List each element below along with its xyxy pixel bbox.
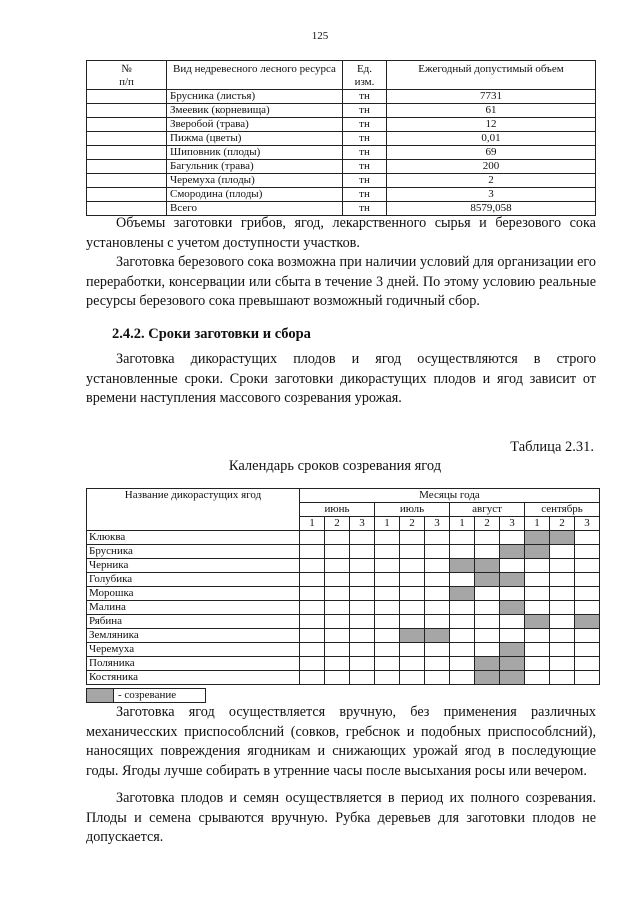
calendar-cell (425, 573, 450, 587)
calendar-cell (300, 573, 325, 587)
calendar-cell (425, 587, 450, 601)
decade-header: 2 (400, 517, 425, 531)
calendar-cell (300, 643, 325, 657)
decade-header: 2 (475, 517, 500, 531)
berry-name: Черемуха (87, 643, 300, 657)
ripening-cell (425, 629, 450, 643)
calendar-cell (425, 643, 450, 657)
berry-name: Поляника (87, 657, 300, 671)
ripening-cell (500, 671, 525, 685)
ripening-cell (450, 587, 475, 601)
page-number: 125 (311, 30, 329, 42)
calendar-cell (525, 643, 550, 657)
resource-number-cell (87, 188, 167, 202)
resource-number-cell (87, 160, 167, 174)
resource-volume-cell: 200 (387, 160, 596, 174)
calendar-cell (475, 601, 500, 615)
calendar-cell (375, 573, 400, 587)
resource-unit-cell: тн (343, 118, 387, 132)
calendar-cell (325, 573, 350, 587)
calendar-cell (525, 587, 550, 601)
resource-name-cell: Пижма (цветы) (167, 132, 343, 146)
calendar-cell (325, 559, 350, 573)
calendar-cell (325, 601, 350, 615)
decade-header: 3 (425, 517, 450, 531)
paragraph-birch-sap: Заготовка березового сока возможна при наличии условий для организации его переработки, консервации или сбыта в течение 3 дней. По этому условию реальные ресурсы березового сока превышают возможный годичный сбор. (86, 254, 596, 309)
col-header-volume: Ежегодный допустимый объем (387, 61, 596, 90)
decade-header: 1 (375, 517, 400, 531)
resource-unit-cell: тн (343, 146, 387, 160)
berry-name: Черника (87, 559, 300, 573)
berry-row (87, 559, 600, 573)
berry-name: Клюква (87, 531, 300, 545)
ripening-cell (400, 629, 425, 643)
calendar-cell (400, 531, 425, 545)
calendar-cell (550, 559, 575, 573)
resource-number-cell (87, 174, 167, 188)
decade-header: 2 (325, 517, 350, 531)
berry-name: Костяника (87, 671, 300, 685)
legend-ripening-swatch (87, 689, 114, 702)
calendar-cell (300, 545, 325, 559)
calendar-cell (325, 629, 350, 643)
calendar-cell (300, 657, 325, 671)
ripening-cell (500, 643, 525, 657)
calendar-cell (500, 559, 525, 573)
resource-row (87, 174, 596, 188)
resource-name-cell: Зверобой (трава) (167, 118, 343, 132)
calendar-cell (550, 629, 575, 643)
calendar-cell (400, 601, 425, 615)
paragraph-fruit-harvesting: Заготовка плодов и семян осуществляется в период их полного созревания. Плоды и семена срываются вручную. Рубка деревьев для заготовки плодов не допускается. (86, 790, 596, 845)
calendar-cell (475, 587, 500, 601)
berry-name: Рябина (87, 615, 300, 629)
calendar-cell (350, 629, 375, 643)
calendar-cell (375, 587, 400, 601)
resource-number-cell (87, 146, 167, 160)
legend-label: - созревание (118, 689, 177, 701)
resource-row (87, 146, 596, 160)
resource-name-cell: Багульник (трава) (167, 160, 343, 174)
decade-header: 2 (550, 517, 575, 531)
calendar-cell (575, 573, 600, 587)
decade-header: 1 (300, 517, 325, 531)
resource-volume-cell: 7731 (387, 90, 596, 104)
resource-name-cell: Смородина (плоды) (167, 188, 343, 202)
calendar-cell (500, 587, 525, 601)
calendar-cell (400, 587, 425, 601)
calendar-cell (350, 545, 375, 559)
calendar-months-header: Месяцы года (300, 489, 600, 503)
berry-row (87, 531, 600, 545)
calendar-cell (325, 671, 350, 685)
ripening-cell (525, 531, 550, 545)
calendar-cell (300, 601, 325, 615)
calendar-name-header: Название дикорастущих ягод (87, 489, 300, 531)
resource-name-cell: Змеевик (корневища) (167, 104, 343, 118)
month-header: июнь (300, 503, 375, 517)
calendar-cell (325, 643, 350, 657)
calendar-cell (400, 643, 425, 657)
calendar-cell (325, 657, 350, 671)
berry-name: Малина (87, 601, 300, 615)
ripening-cell (525, 545, 550, 559)
berry-row (87, 573, 600, 587)
paragraph-collection-volumes: Объемы заготовки грибов, ягод, лекарственного сырья и березового сока установлены с учетом доступности участков. (86, 215, 596, 251)
calendar-cell (475, 643, 500, 657)
calendar-cell (300, 559, 325, 573)
calendar-cell (525, 657, 550, 671)
calendar-cell (375, 671, 400, 685)
resource-volume-cell: 2 (387, 174, 596, 188)
calendar-cell (400, 559, 425, 573)
berry-name: Морошка (87, 587, 300, 601)
calendar-cell (375, 601, 400, 615)
calendar-cell (450, 643, 475, 657)
calendar-cell (525, 559, 550, 573)
calendar-cell (300, 531, 325, 545)
month-header: сентябрь (525, 503, 600, 517)
calendar-cell (300, 671, 325, 685)
calendar-cell (300, 587, 325, 601)
month-header: июль (375, 503, 450, 517)
resource-row (87, 90, 596, 104)
calendar-cell (350, 559, 375, 573)
decade-header: 3 (575, 517, 600, 531)
resource-volume-cell: 12 (387, 118, 596, 132)
calendar-cell (550, 615, 575, 629)
calendar-cell (425, 615, 450, 629)
berry-row (87, 601, 600, 615)
decade-header: 3 (500, 517, 525, 531)
resource-row (87, 118, 596, 132)
calendar-cell (350, 615, 375, 629)
berry-row (87, 643, 600, 657)
ripening-cell (475, 671, 500, 685)
ripening-cell (475, 657, 500, 671)
calendar-cell (500, 615, 525, 629)
calendar-cell (575, 531, 600, 545)
calendar-cell (450, 671, 475, 685)
col-header-unit: Ед. изм. (343, 61, 387, 90)
calendar-cell (475, 629, 500, 643)
resource-name-cell: Брусника (листья) (167, 90, 343, 104)
calendar-cell (575, 657, 600, 671)
berry-name: Земляника (87, 629, 300, 643)
resource-name-cell: Шиповник (плоды) (167, 146, 343, 160)
berry-name: Брусника (87, 545, 300, 559)
calendar-cell (425, 545, 450, 559)
calendar-cell (425, 671, 450, 685)
calendar-cell (350, 657, 375, 671)
calendar-cell (450, 629, 475, 643)
resource-unit-cell: тн (343, 202, 387, 216)
calendar-cell (525, 573, 550, 587)
resource-number-cell (87, 132, 167, 146)
ripening-cell (525, 615, 550, 629)
resource-unit-cell: тн (343, 132, 387, 146)
table-caption: Календарь сроков созревания ягод (228, 458, 442, 474)
resource-row (87, 160, 596, 174)
calendar-cell (525, 629, 550, 643)
calendar-cell (300, 629, 325, 643)
calendar-cell (400, 573, 425, 587)
calendar-cell (550, 573, 575, 587)
calendar-cell (350, 573, 375, 587)
resource-unit-cell: тн (343, 174, 387, 188)
calendar-cell (575, 587, 600, 601)
calendar-cell (575, 601, 600, 615)
resource-volume-cell: 3 (387, 188, 596, 202)
calendar-cell (350, 671, 375, 685)
decade-header: 1 (450, 517, 475, 531)
resource-volume-cell: 0,01 (387, 132, 596, 146)
ripening-cell (475, 573, 500, 587)
calendar-cell (550, 643, 575, 657)
col-header-resource: Вид недревесного лесного ресурса (167, 61, 343, 90)
calendar-cell (550, 671, 575, 685)
calendar-cell (500, 531, 525, 545)
calendar-cell (350, 531, 375, 545)
ripening-cell (550, 531, 575, 545)
calendar-cell (450, 601, 475, 615)
calendar-cell (350, 601, 375, 615)
calendar-cell (325, 615, 350, 629)
calendar-cell (375, 657, 400, 671)
berry-row (87, 615, 600, 629)
calendar-cell (450, 545, 475, 559)
resource-volume-cell: 61 (387, 104, 596, 118)
calendar-cell (400, 615, 425, 629)
resource-volume-cell: 69 (387, 146, 596, 160)
ripening-cell (500, 545, 525, 559)
calendar-cell (475, 545, 500, 559)
calendar-cell (375, 643, 400, 657)
resource-number-cell (87, 104, 167, 118)
decade-header: 3 (350, 517, 375, 531)
calendar-cell (425, 657, 450, 671)
calendar-cell (550, 587, 575, 601)
calendar-cell (475, 615, 500, 629)
calendar-cell (450, 531, 475, 545)
ripening-cell (500, 657, 525, 671)
resource-volume-cell: 8579,058 (387, 202, 596, 216)
month-header: август (450, 503, 525, 517)
col-header-number: № п/п (87, 61, 167, 90)
berry-row (87, 657, 600, 671)
calendar-cell (450, 573, 475, 587)
calendar-cell (525, 671, 550, 685)
ripening-cell (575, 615, 600, 629)
resource-unit-cell: тн (343, 188, 387, 202)
calendar-cell (550, 601, 575, 615)
calendar-cell (500, 629, 525, 643)
resource-row (87, 188, 596, 202)
berry-row (87, 587, 600, 601)
ripening-cell (475, 559, 500, 573)
calendar-cell (575, 629, 600, 643)
resource-row (87, 104, 596, 118)
calendar-cell (400, 657, 425, 671)
calendar-cell (375, 629, 400, 643)
calendar-cell (350, 587, 375, 601)
paragraph-berry-harvesting: Заготовка ягод осуществляется вручную, без применения различных механичесских приспособлсний (совков, гребснок и подобных приспособлсний), наносящих повреждения ягодникам и снижающих урожай ягод в последующие годы. Ягоды лучше собирать в утренние часы после высыхания росы или вечером. (86, 704, 596, 779)
calendar-cell (350, 643, 375, 657)
calendar-legend (86, 688, 206, 703)
decade-header: 1 (525, 517, 550, 531)
berry-row (87, 671, 600, 685)
calendar-cell (375, 545, 400, 559)
calendar-cell (425, 531, 450, 545)
calendar-cell (325, 587, 350, 601)
resource-name-cell: Всего (167, 202, 343, 216)
calendar-cell (550, 657, 575, 671)
calendar-cell (325, 531, 350, 545)
table-number: Таблица 2.31. (510, 439, 594, 455)
calendar-cell (425, 601, 450, 615)
resource-unit-cell: тн (343, 104, 387, 118)
calendar-cell (450, 615, 475, 629)
calendar-cell (475, 531, 500, 545)
calendar-cell (575, 671, 600, 685)
calendar-cell (300, 615, 325, 629)
calendar-cell (525, 601, 550, 615)
resource-number-cell (87, 90, 167, 104)
ripening-calendar-table (86, 488, 600, 685)
calendar-cell (400, 671, 425, 685)
calendar-cell (375, 615, 400, 629)
berry-name: Голубика (87, 573, 300, 587)
berry-row (87, 545, 600, 559)
calendar-cell (575, 545, 600, 559)
calendar-cell (325, 545, 350, 559)
paragraph-harvest-terms: Заготовка дикорастущих плодов и ягод осуществляются в строго установленные сроки. Сроки заготовки дикорастущих плодов и ягод зависит от времени наступления массового созревания урожая. (86, 351, 596, 406)
ripening-cell (500, 601, 525, 615)
calendar-cell (425, 559, 450, 573)
calendar-cell (375, 531, 400, 545)
resource-unit-cell: тн (343, 160, 387, 174)
resource-name-cell: Черемуха (плоды) (167, 174, 343, 188)
section-heading: 2.4.2. Сроки заготовки и сбора (112, 326, 311, 342)
resource-number-cell (87, 118, 167, 132)
ripening-cell (450, 559, 475, 573)
resource-row (87, 132, 596, 146)
calendar-cell (375, 559, 400, 573)
calendar-cell (550, 545, 575, 559)
calendar-cell (450, 657, 475, 671)
berry-row (87, 629, 600, 643)
resource-unit-cell: тн (343, 90, 387, 104)
calendar-cell (400, 545, 425, 559)
ripening-cell (500, 573, 525, 587)
calendar-cell (575, 643, 600, 657)
calendar-cell (575, 559, 600, 573)
resources-table (86, 60, 596, 216)
